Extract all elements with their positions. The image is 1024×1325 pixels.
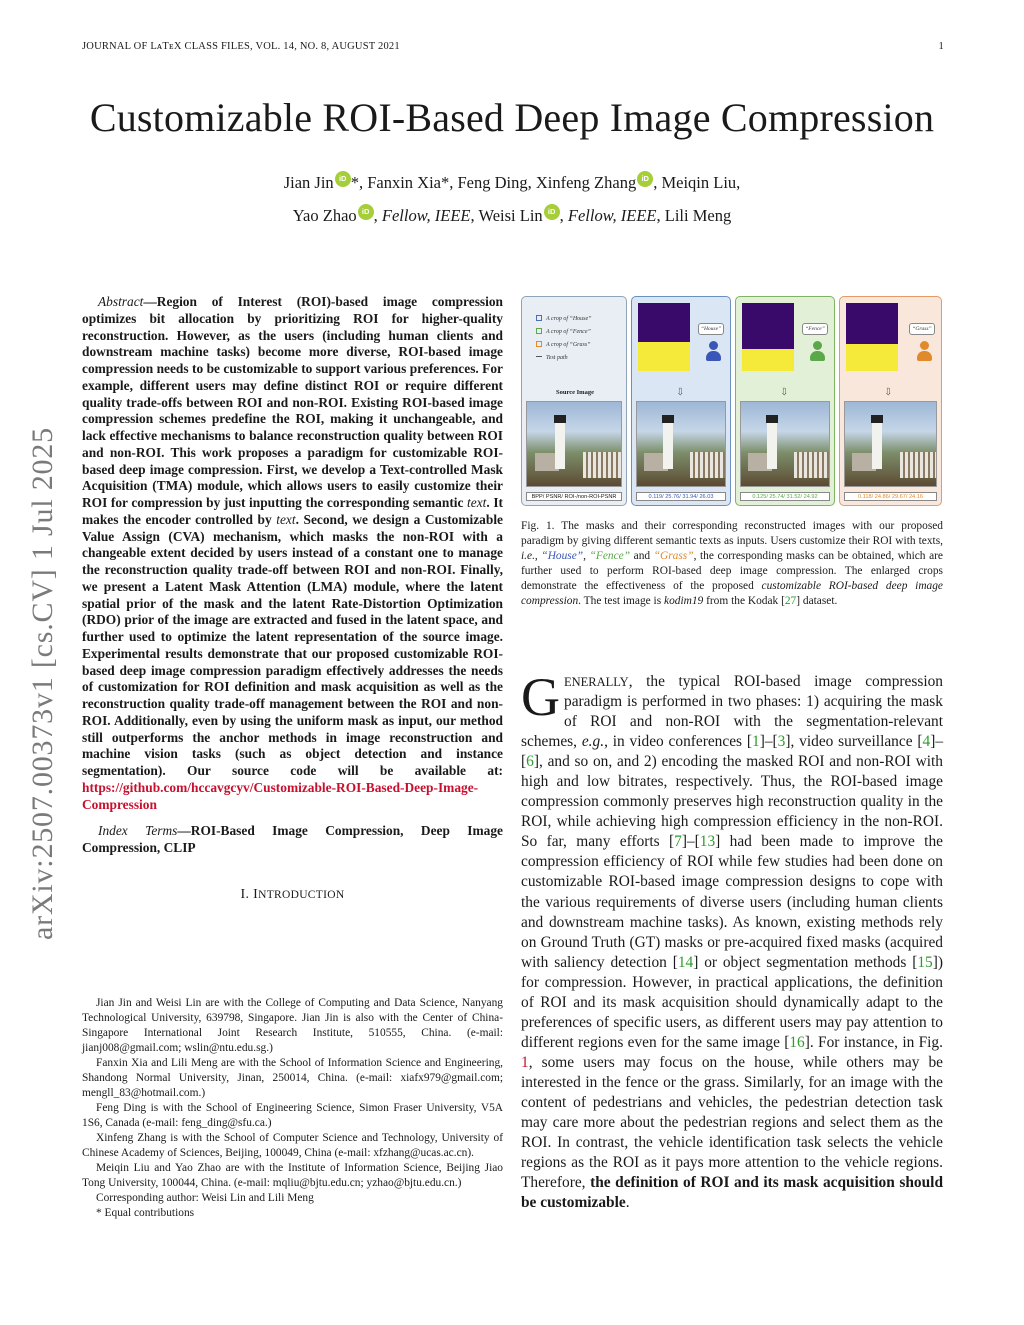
source-code-link[interactable]: https://github.com/hccavgcyv/Customizable-ROI-Based-Deep-Image-Compression [82, 779, 479, 812]
citation-link[interactable]: 7 [674, 833, 682, 851]
line-icon [536, 356, 542, 357]
square-icon [536, 328, 542, 334]
figure-1 [521, 296, 943, 510]
orcid-icon[interactable]: iD [335, 171, 351, 187]
citation-link[interactable]: 15 [917, 953, 933, 971]
square-icon [536, 315, 542, 321]
prompt-bubble: “Grass” [909, 323, 935, 335]
citation-link[interactable]: 27 [784, 595, 797, 608]
down-arrow-icon: ⇩ [676, 387, 685, 398]
reconstructed-image [740, 401, 830, 487]
prompt-bubble: “Fence” [802, 323, 828, 335]
citation-link[interactable]: 13 [699, 833, 716, 851]
citation-link[interactable]: 14 [677, 953, 694, 971]
drop-cap: G [521, 667, 560, 727]
paper-title: Customizable ROI-Based Deep Image Compression [89, 95, 935, 140]
footnote: Fanxin Xia and Lili Meng are with the School of Information Science and Engineering, Shandong Normal University, Jinan, 250014, China. (e-mail: xiafx979@gmail.com; mengll_83@hotmail.com.) [82, 1057, 503, 1099]
figure-link[interactable]: 1 [521, 1053, 529, 1071]
panel-metrics: 0.119/ 25.76/ 31.94/ 26.03 [636, 492, 726, 501]
author-list [0, 166, 1024, 232]
left-column [82, 294, 503, 903]
reconstructed-image [844, 401, 937, 487]
page-number: 1 [938, 41, 944, 52]
roi-mask [742, 303, 794, 371]
index-terms: Index Terms—ROI-Based Image Compression, Deep Image Compression, CLIP [82, 823, 503, 855]
down-arrow-icon: ⇩ [780, 387, 789, 398]
figure-panel-grass [839, 296, 942, 506]
citation-link[interactable]: 6 [526, 753, 534, 771]
reconstructed-image [636, 401, 726, 487]
user-icon [810, 341, 824, 365]
user-icon [706, 341, 720, 365]
citation-link[interactable]: 16 [789, 1033, 805, 1051]
square-icon [536, 341, 542, 347]
mask-fill [638, 342, 690, 371]
introduction-text [521, 667, 944, 1213]
footnote: Corresponding author: Weisi Lin and Lili Meng [96, 1192, 314, 1204]
roi-mask [638, 303, 690, 371]
footnote: Jian Jin and Weisi Lin are with the College of Computing and Data Science, Nanyang Technological University, 639798, Singapore. Jian Jin is also with the Center of China-Singapore International Joint Research Institute, 510555, China. (e-mail: jianj008@gmail.com; wslin@ntu.edu.sg.) [82, 997, 503, 1054]
source-image [526, 401, 622, 487]
fellow-label: Fellow, IEEE [381, 206, 471, 225]
panel-metrics: 0.125/ 25.74/ 31.52/ 24.92 [740, 492, 830, 501]
user-icon [917, 341, 931, 365]
prompt-bubble: “House” [698, 323, 724, 335]
figure-panel-source [521, 296, 627, 506]
footnote: Feng Ding is with the School of Engineering Science, Simon Fraser University, V5A 1S6, Canada (e-mail: feng_ding@sfu.ca.) [82, 1102, 503, 1129]
fellow-label: Fellow, IEEE [567, 206, 657, 225]
footnote: * Equal contributions [96, 1207, 195, 1219]
abstract: Abstract—Region of Interest (ROI)-based image compression optimizes bit allocation by prioritizing ROI for higher-quality reconstruction. However, as the users (including human clients and downstream machine tasks) become more diverse, ROI-based image compression needs to be customizable to support various preferences. For example, different users may define distinct ROI or require different quality trade-offs between ROI and non-ROI. Existing ROI-based image compression schemes predefine the ROI, making it unchangeable, and lack effective mechanisms to balance reconstruction quality between ROI and non-ROI. This work proposes a paradigm for customizable ROI-based deep image compression. First, we develop a Text-controlled Mask Acquisition (TMA) module, which allows users to easily customize their ROI for compression by just inputting the corresponding semantic text. It makes the encoder controlled by text. Second, we design a Customizable Value Assign (CVA) mechanism, which masks the non-ROI with a changeable extent decided by users instead of a constant one to manage the reconstruction quality trade-off between ROI and non-ROI. Finally, we present a Latent Mask Attention (LMA) module, where the latent spatial prior of the mask and the latent Rate-Distortion Optimization (RDO) prior of the image are extracted and fused in the latent space, and further used to optimize the latent representation of the source image. Experimental results demonstrate that our proposed customizable ROI-based deep image compression paradigm effectively addresses the needs of customization for ROI definition and mask acquisition as well as the reconstruction quality trade-off management between the ROI and non-ROI. Additionally, even by using the uniform mask as input, our method still outperforms the anchor methods in image reconstruction and machine vision tasks (such as object detection and instance segmentation). Our source code will be available at: https://github.com/hccavgcyv/Customizable-ROI-Based-Deep-Image-Compression [82, 294, 503, 812]
journal-name: JOURNAL OF LᴀTᴇX CLASS FILES, VOL. 14, NO. 8, AUGUST 2021 [82, 41, 400, 52]
intro-paragraph: GENERALLY, the typical ROI-based image compression paradigm is performed in two phases: 1) acquiring the mask of ROI and non-ROI with the segmentation-relevant schemes, e.g., in video conferences [1]–[3], video surveillance [4]–[6], and so on, and 2) encoding the masked ROI and non-ROI with high and low bitrates, respectively. Thus, the ROI-based image compression commonly preserves high reconstruction quality in the ROI, while achieving high compression efficiency in the non-ROI. So far, many efforts [7]–[13] had been made to improve the compression efficiency of ROI while few studies had been done on customizable ROI-based image compression designs to cope with the various requirements of diverse users (including human clients and downstream machine tasks). As known, existing methods rely on Ground Truth (GT) masks or pre-acquired fixed masks (acquired with saliency detection [14] or object segmentation methods [15]) for compression. However, in practical applications, the definition of ROI and its mask acquisition should dynamically adapt to the preferences of specific users, as different users may pay attention to different regions even for the same image [16]. For instance, in Fig. 1, some users may focus on the house, while others may be interested in the fence or the grass. Similarly, for an image with the content of pedestrians and vehicles, the pedestrian detection task may care more about the pedestrian regions and select them as the ROI. In contrast, the vehicle identification task selects the vehicle regions as the ROI as it pays more attention to the vehicle regions. Therefore, the definition of ROI and its mask acquisition should be customizable. [521, 667, 944, 1212]
orcid-icon[interactable]: iD [358, 204, 374, 220]
orcid-icon[interactable]: iD [637, 171, 653, 187]
figure-panel-fence [735, 296, 835, 506]
figure-legend: A crop of “House” A crop of “Fence” A crop of “Grass” Test path [536, 313, 592, 365]
citation-link[interactable]: 3 [777, 733, 786, 751]
mask-fill [846, 344, 898, 371]
section-heading: I. INTRODUCTION [240, 886, 345, 902]
author-line-2: Yao Zhao iD , Fellow, IEEE, Weisi Lin iD , Fellow, IEEE, Lili Meng [292, 206, 732, 225]
footnotes [82, 996, 503, 1221]
figure-caption: Fig. 1. The masks and their corresponding reconstructed images with our proposed paradigm by giving different semantic texts as inputs. Users customize their ROI with texts, i.e., “House”, “Fence” and “Grass”, the corresponding masks can be obtained, which are further used to perform ROI-based deep image compression. The enlarged crops demonstrate the effectiveness of the proposed customizable ROI-based deep image compression. The test image is kodim19 from the Kodak [27] dataset. [521, 520, 944, 608]
down-arrow-icon: ⇩ [884, 387, 893, 398]
citation-link[interactable]: 4 [922, 733, 931, 751]
footnote: Xinfeng Zhang is with the School of Computer Science and Technology, University of Chinese Academy of Sciences, Beijing, 100049, China (e-mail: xfzhang@ucas.ac.cn). [82, 1132, 503, 1159]
source-image-label: Source Image [556, 389, 594, 396]
arxiv-stamp: arXiv:2507.00373v1 [cs.CV] 1 Jul 2025 [26, 427, 59, 940]
footnote: Meiqin Liu and Yao Zhao are with the Institute of Information Science, Beijing Jiao Tong University, 100044, China. (e-mail: mqliu@bjtu.edu.cn; yzhao@bjtu.edu.cn.) [82, 1162, 503, 1189]
orcid-icon[interactable]: iD [544, 204, 560, 220]
citation-link[interactable]: 1 [752, 733, 760, 751]
figure-panel-house [631, 296, 731, 506]
panel-metrics: 0.118/ 24.86/ 29.67/ 24.16 [844, 492, 937, 501]
roi-mask [846, 303, 898, 371]
panel-metrics: BPP/ PSNR/ ROI-/non-ROI-PSNR [526, 492, 622, 501]
author-line-1: Jian Jin iD *, Fanxin Xia*, Feng Ding, Xinfeng Zhang iD , Meiqin Liu, [283, 173, 741, 192]
mask-fill [742, 349, 794, 371]
running-header [82, 41, 944, 52]
